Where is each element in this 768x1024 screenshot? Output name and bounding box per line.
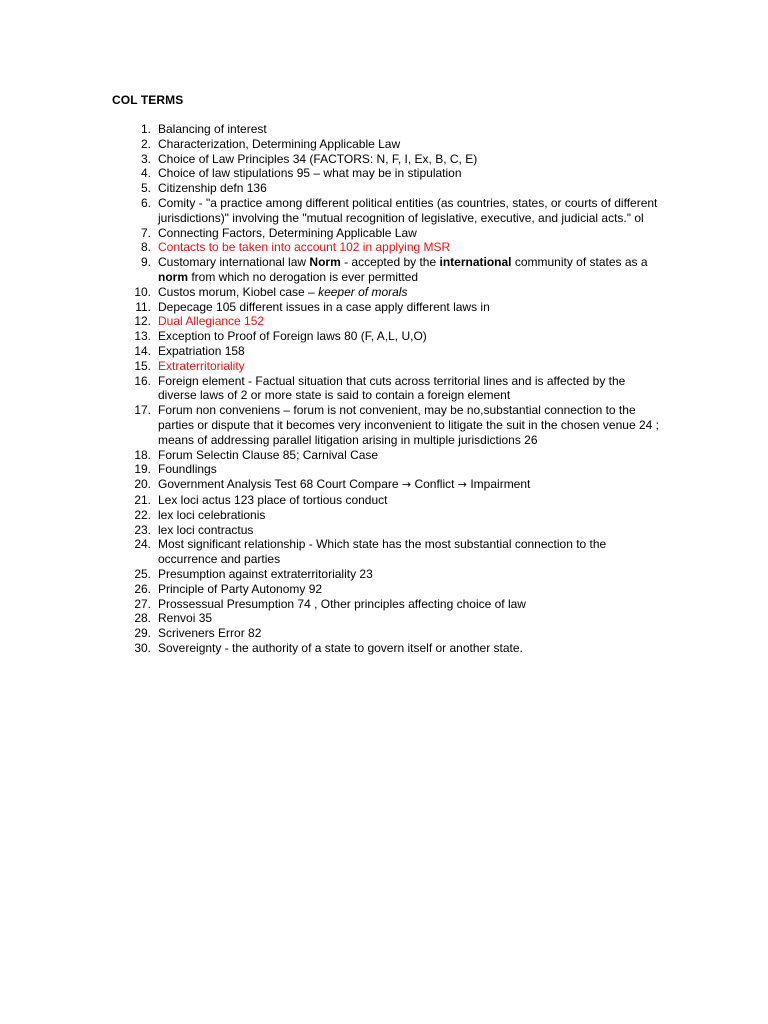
item-text [158, 255, 648, 284]
list-item [0, 255, 660, 285]
item-text: Characterization, Determining Applicable Law [158, 136, 401, 151]
item-text: lex loci celebrationis [158, 507, 266, 522]
item-text: Connecting Factors, Determining Applicable Law [158, 225, 417, 240]
item-number: 24. [134, 537, 151, 552]
item-number: 29. [134, 626, 151, 641]
item-text-highlighted: Contacts to be taken into account 102 in applying MSR [158, 240, 451, 255]
list-item [0, 226, 660, 241]
item-text: Presumption against extraterritoriality 23 [158, 566, 373, 581]
list-item [0, 641, 660, 656]
item-text: Foreign element - Factual situation that cuts across territorial lines and is affected by the diverse laws of 2 or more state is said to contain a foreign element [158, 373, 626, 403]
right-arrow-icon: → [457, 478, 468, 492]
list-item [0, 537, 660, 567]
item-text: Depecage 105 different issues in a case apply different laws in [158, 299, 490, 314]
list-item [0, 611, 660, 626]
item-number: 3. [140, 151, 151, 166]
item-text: Exception to Proof of Foreign laws 80 (F, A,L, U,O) [158, 329, 427, 344]
terms-list [0, 122, 660, 656]
list-item [0, 597, 660, 612]
list-item [0, 448, 660, 463]
item-number: 6. [140, 195, 151, 210]
item-text-highlighted: Dual Allegiance 152 [158, 314, 265, 329]
item-number: 14. [134, 343, 151, 358]
italic-term: keeper of morals [318, 284, 408, 299]
item-text: Lex loci actus 123 place of tortious conduct [158, 492, 388, 507]
bold-term: international [439, 255, 512, 270]
item-text: Principle of Party Autonomy 92 [158, 581, 323, 596]
item-text: Sovereignty - the authority of a state to govern itself or another state. [158, 640, 523, 655]
item-text: Foundlings [158, 462, 217, 477]
bold-term: Norm [309, 255, 341, 270]
item-text: Choice of Law Principles 34 (FACTORS: N, F, I, Ex, B, C, E) [158, 151, 478, 166]
text-run: community of states as a [511, 255, 648, 270]
list-item [0, 567, 660, 582]
text-run: Government Analysis Test 68 Court Compare [158, 477, 402, 492]
list-item [0, 196, 660, 226]
item-text [158, 477, 530, 491]
item-number: 11. [135, 299, 151, 314]
text-run: - accepted by the [340, 255, 440, 270]
item-text: Most significant relationship - Which state has the most substantial connection to the occurrence and parties [158, 537, 607, 567]
item-number: 12. [134, 314, 151, 329]
item-text: Scriveners Error 82 [158, 626, 262, 641]
item-text: Renvoi 35 [158, 611, 213, 626]
item-number: 4. [140, 166, 151, 181]
item-number: 1. [140, 122, 151, 136]
list-item [0, 477, 660, 493]
list-item [0, 359, 660, 374]
item-number: 13. [134, 329, 151, 344]
item-text: Comity - "a practice among different political entities (as countries, states, or courts of different jurisdictions)" involving the "mutual recognition of legislative, executive, and judicial acts." ol [158, 195, 658, 225]
item-text: lex loci contractus [158, 522, 254, 537]
list-item [0, 344, 660, 359]
item-number: 30. [134, 640, 151, 655]
item-number: 7. [140, 225, 151, 240]
list-item [0, 582, 660, 597]
item-number: 22. [134, 507, 151, 522]
list-item [0, 374, 660, 404]
item-number: 2. [140, 136, 151, 151]
text-run: Customary international law [158, 255, 310, 270]
list-item [0, 403, 660, 447]
list-item [0, 152, 660, 167]
list-item [0, 626, 660, 641]
item-text [158, 285, 407, 299]
item-number: 18. [134, 447, 151, 462]
list-item [0, 137, 660, 152]
item-number: 16. [134, 373, 151, 388]
list-item [0, 166, 660, 181]
item-text-highlighted: Extraterritoriality [158, 358, 245, 373]
list-item [0, 523, 660, 538]
list-item [0, 462, 660, 477]
list-item [0, 122, 660, 137]
text-run: Custos morum, Kiobel case – [158, 284, 319, 299]
item-number: 8. [140, 240, 151, 255]
text-run: from which no derogation is ever permitted [188, 269, 419, 284]
item-text: Forum non conveniens – forum is not convenient, may be no,substantial connection to the parties or dispute that it becomes very inconvenient to litigate the suit in the chosen venue 24 ; means of addressing parallel litigation arising in multiple jurisdictions 26 [158, 403, 659, 447]
list-item [0, 493, 660, 508]
item-number: 19. [134, 462, 151, 477]
list-item [0, 285, 660, 300]
item-number: 10. [134, 284, 151, 299]
list-item [0, 240, 660, 255]
item-text: Expatriation 158 [158, 343, 245, 358]
list-item [0, 181, 660, 196]
list-item [0, 300, 660, 315]
page-title: COL TERMS [112, 93, 184, 107]
list-item [0, 508, 660, 523]
item-number: 17. [134, 403, 151, 418]
item-text: Prossessual Presumption 74 , Other principles affecting choice of law [158, 596, 526, 611]
item-text: Citizenship defn 136 [158, 181, 267, 196]
item-number: 21. [134, 492, 151, 507]
item-text: Balancing of interest [158, 122, 267, 136]
item-number: 23. [134, 522, 151, 537]
item-number: 28. [134, 611, 151, 626]
item-text: Choice of law stipulations 95 – what may be in stipulation [158, 166, 462, 181]
text-run: Impairment [467, 477, 531, 492]
item-number: 25. [134, 566, 151, 581]
item-number: 27. [134, 596, 151, 611]
text-run: Conflict [411, 477, 458, 492]
item-number: 20. [134, 477, 151, 492]
bold-term: norm [158, 269, 188, 284]
right-arrow-icon: → [401, 478, 412, 492]
item-number: 26. [134, 581, 151, 596]
item-number: 5. [140, 181, 151, 196]
list-item [0, 314, 660, 329]
item-number: 15. [134, 358, 151, 373]
item-number: 9. [140, 255, 151, 270]
item-text: Forum Selectin Clause 85; Carnival Case [158, 447, 379, 462]
list-item [0, 329, 660, 344]
